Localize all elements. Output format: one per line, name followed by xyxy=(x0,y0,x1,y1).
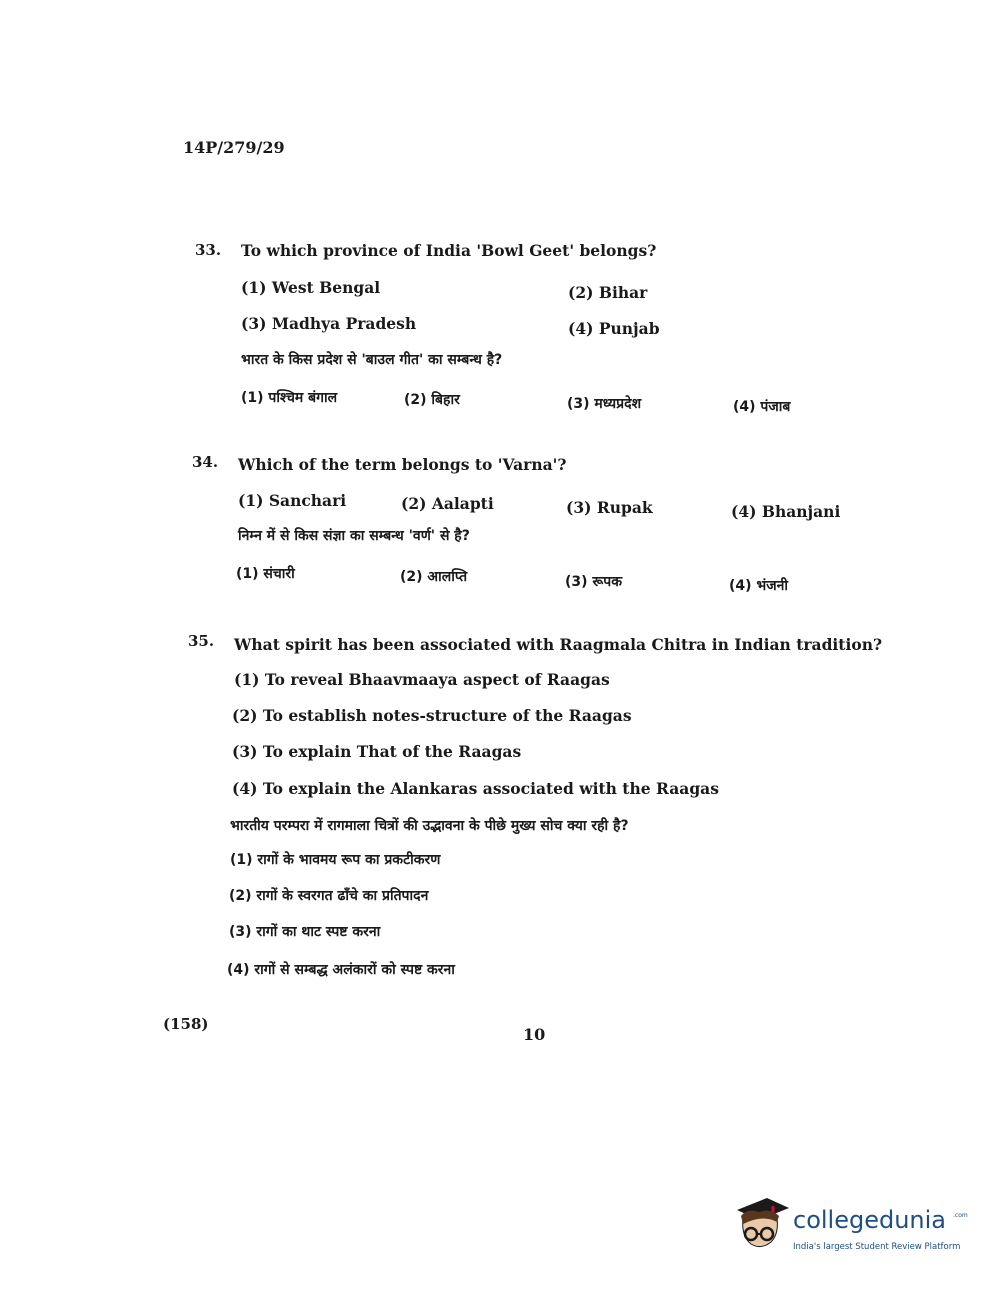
option-hi-1: (1) रागों के भावमय रूप का प्रकटीकरण xyxy=(230,852,441,868)
option-en-3: (3) Madhya Pradesh xyxy=(241,314,417,333)
option-hi-4: (4) पंजाब xyxy=(733,399,791,415)
option-en-2: (2) Aalapti xyxy=(401,494,494,513)
option-hi-2: (2) रागों के स्वरगत ढाँचे का प्रतिपादन xyxy=(229,888,429,904)
question-text-en: What spirit has been associated with Raagmala Chitra in Indian tradition? xyxy=(234,635,883,654)
option-en-1: (1) To reveal Bhaavmaaya aspect of Raagas xyxy=(234,670,610,689)
question-number: 35. xyxy=(188,632,215,650)
page-number: 10 xyxy=(523,1025,546,1044)
option-en-4: (4) To explain the Alankaras associated with the Raagas xyxy=(232,779,719,798)
option-hi-1: (1) संचारी xyxy=(236,566,295,582)
option-hi-4: (4) भंजनी xyxy=(729,578,789,594)
question-text-hi: भारतीय परम्परा में रागमाला चित्रों की उद्भावना के पीछे मुख्य सोच क्या रही है? xyxy=(230,818,629,834)
option-en-2: (2) Bihar xyxy=(568,283,648,302)
option-en-3: (3) To explain That of the Raagas xyxy=(232,742,522,761)
option-en-1: (1) Sanchari xyxy=(238,491,347,510)
question-text-en: Which of the term belongs to 'Varna'? xyxy=(238,455,567,474)
option-hi-1: (1) पश्चिम बंगाल xyxy=(241,390,338,406)
question-text-en: To which province of India 'Bowl Geet' belongs? xyxy=(241,241,657,260)
option-hi-4: (4) रागों से सम्बद्ध अलंकारों को स्पष्ट करना xyxy=(227,962,455,978)
question-text-hi: भारत के किस प्रदेश से 'बाउल गीत' का सम्बन्ध है? xyxy=(241,352,503,368)
option-hi-3: (3) रूपक xyxy=(565,574,622,590)
paper-code: 14P/279/29 xyxy=(183,138,285,157)
option-en-2: (2) To establish notes-structure of the Raagas xyxy=(232,706,632,725)
option-en-3: (3) Rupak xyxy=(566,498,653,517)
collegedunia-logo xyxy=(733,1196,968,1260)
option-en-4: (4) Punjab xyxy=(568,319,660,338)
brand-name: collegedunia xyxy=(793,1206,947,1234)
option-hi-2: (2) बिहार xyxy=(404,392,460,408)
option-en-1: (1) West Bengal xyxy=(241,278,381,297)
brand-domain: .com xyxy=(953,1212,968,1219)
student-mascot-icon xyxy=(733,1196,791,1258)
question-number: 33. xyxy=(195,241,222,259)
option-hi-3: (3) रागों का थाट स्पष्ट करना xyxy=(229,924,381,940)
option-en-4: (4) Bhanjani xyxy=(731,502,841,521)
footer-code: (158) xyxy=(163,1015,209,1033)
option-hi-3: (3) मध्यप्रदेश xyxy=(567,396,642,412)
question-text-hi: निम्न में से किस संज्ञा का सम्बन्ध 'वर्ण' से है? xyxy=(238,528,470,544)
option-hi-2: (2) आलप्ति xyxy=(400,569,468,585)
brand-tagline: India's largest Student Review Platform xyxy=(793,1242,961,1252)
question-number: 34. xyxy=(192,453,219,471)
